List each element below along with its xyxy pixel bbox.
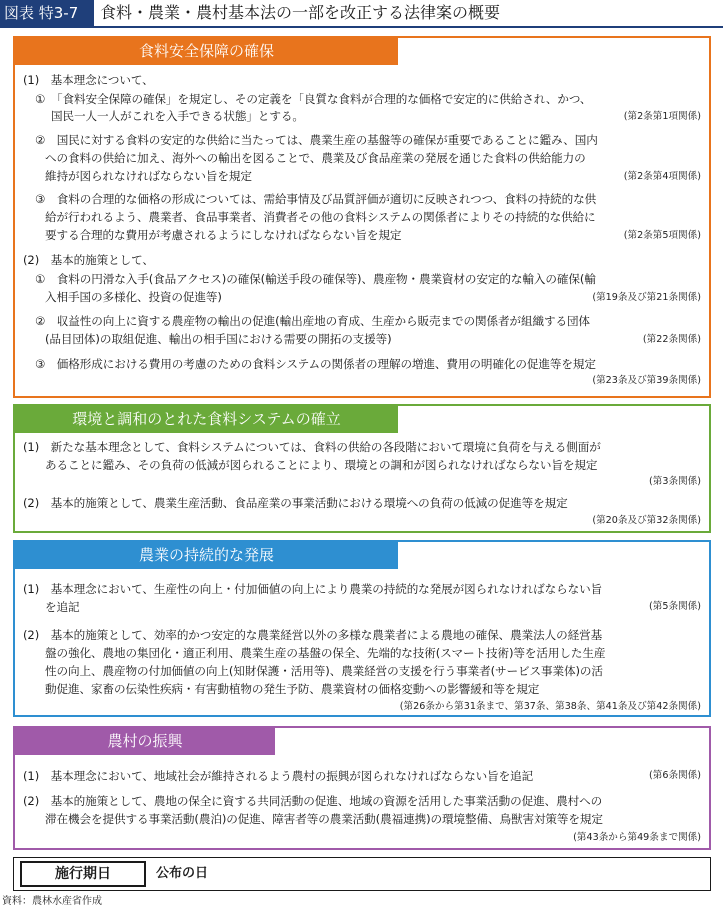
article-reference: (第23条及び第39条関係) [592,375,701,386]
article-reference: (第20条及び第32条関係) [592,515,701,526]
item-1-heading: (1) 基本理念について、 [23,73,154,87]
figure-header [0,0,723,28]
item-1-2-line-2: への食料の供給に加え、海外への輸出を図ることで、農業及び食品産業の発展を通じた食料の供給能力の [45,151,586,165]
article-reference: (第2条第1項関係) [623,111,701,122]
item-1-line-1: (1) 新たな基本理念として、食料システムについては、食料の供給の各段階において環境に負荷を与える側面が [23,440,601,454]
item-2-line-1: (2) 基本的施策として、効率的かつ安定的な農業経営以外の多様な農業者による農地の確保、農業法人の経営基 [23,628,603,642]
item-1-3-line-2: 給が行われるよう、農業者、食品事業者、消費者その他の食料システムの関係者によりその持続的な供給に [45,210,596,224]
item-1-line-2: あることに鑑み、その負荷の低減が図られることにより、環境との調和が図られなければならない旨を規定 [45,458,598,472]
item-1-3-line-3: 要する合理的な費用が考慮されるようにしなければならない旨を規定 [45,228,402,242]
item-2-line-1: (2) 基本的施策として、農地の保全に資する共同活動の促進、地域の資源を活用した事業活動の促進、農村への [23,794,603,808]
section-title: 環境と調和のとれた食料システムの確立 [15,405,398,433]
figure-label: 図表 特3-7 [0,0,94,26]
article-reference: (第3条関係) [649,476,701,487]
article-reference: (第2条第5項関係) [623,230,701,241]
effective-date-box [13,857,711,891]
item-1-2-line-3: 維持が図られなければならない旨を規定 [45,169,252,183]
item-1-line-1: (1) 基本理念において、生産性の向上・付加価値の向上により農業の持続的な発展が図られなければならない旨 [23,582,603,596]
item-2-1-line-2: 入相手国の多様化、投資の促進等) [45,290,222,304]
section-title: 農村の振興 [15,727,275,755]
item-1-3-line-1: ③ 食料の合理的な価格の形成については、需給事情及び品質評価が適切に反映されつつ、食料の持続的な供 [35,192,597,206]
effective-date-value: 公布の日 [156,866,209,881]
item-1-1-line-1: ① 「食料安全保障の確保」を規定し、その定義を「良質な食料が合理的な価格で安定的に供給され、かつ、 [35,92,592,106]
section-agriculture-development [13,540,711,717]
article-reference: (第5条関係) [649,601,701,612]
item-2-line-3: 性の向上、農産物の付加価値の向上(知財保護・活用等)、農業経営の支援を行う事業者(サービス事業体)の活 [45,664,603,678]
item-2-line-2: 盤の強化、農地の集団化・適正利用、農業生産の基盤の保全、先端的な技術(スマート技術)等を活用した生産 [45,646,606,660]
item-1-line-2: を追記 [45,600,80,614]
article-reference: (第2条第4項関係) [623,171,701,182]
section-title: 食料安全保障の確保 [15,37,398,65]
header-divider [0,26,723,28]
item-1-line-1: (1) 基本理念において、地域社会が維持されるよう農村の振興が図られなければならない旨を追記 [23,769,534,783]
article-reference: (第22条関係) [642,334,701,345]
section-food-security [13,36,711,398]
item-1-2-line-1: ② 国民に対する食料の安定的な供給に当たっては、農業生産の基盤等の確保が重要であることに鑑み、国内 [35,133,598,147]
effective-date-label: 施行期日 [20,861,146,887]
figure-title: 食料・農業・農村基本法の一部を改正する法律案の概要 [100,3,501,22]
section-title: 農業の持続的な発展 [15,541,398,569]
item-2-2-line-2: (品目団体)の取組促進、輸出の相手国における需要の開拓の支援等) [45,332,392,346]
article-reference: (第43条から第49条まで関係) [573,832,701,843]
item-2-line-4: 動促進、家畜の伝染性疾病・有害動植物の発生予防、農業資材の価格変動への影響緩和等を規定 [45,682,540,696]
article-reference: (第26条から第31条まで、第37条、第38条、第41条及び第42条関係) [399,701,701,712]
section-rural-development [13,726,711,850]
article-reference: (第6条関係) [649,770,701,781]
item-2-3-line-1: ③ 価格形成における費用の考慮のための食料システムの関係者の理解の増進、費用の明確化の促進等を規定 [35,357,596,371]
item-2-2-line-1: ② 収益性の向上に資する農産物の輸出の促進(輸出産地の育成、生産から販売までの関係者が組織する団体 [35,314,590,328]
article-reference: (第19条及び第21条関係) [592,292,701,303]
item-2-heading: (2) 基本的施策として、 [23,253,154,267]
item-2-line-1: (2) 基本的施策として、農業生産活動、食品産業の事業活動における環境への負荷の低減の促進等を規定 [23,496,568,510]
item-2-line-2: 滞在機会を提供する事業活動(農泊)の促進、障害者等の農業活動(農福連携)の環境整備、鳥獣害対策等を規定 [45,812,603,826]
source-note: 資料：農林水産省作成 [2,896,102,907]
section-environment [13,404,711,533]
item-2-1-line-1: ① 食料の円滑な入手(食品アクセス)の確保(輸送手段の確保等)、農産物・農業資材の安定的な輸入の確保(輸 [35,272,596,286]
item-1-1-line-2: 国民一人一人がこれを入手できる状態」とする。 [51,109,304,123]
